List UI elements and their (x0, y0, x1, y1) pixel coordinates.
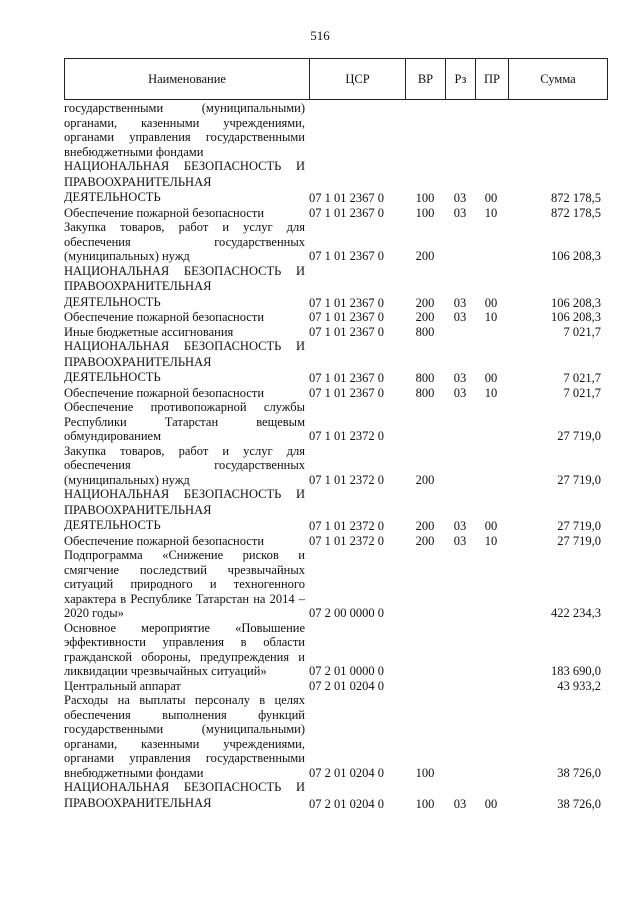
row-vr: 200 (415, 310, 435, 324)
row-sum: 38 726,0 (557, 765, 601, 780)
row-csr: 07 1 01 2367 0 (309, 205, 384, 220)
row-csr: 07 1 01 2372 0 (309, 533, 384, 548)
row-vr: 200 (415, 533, 435, 548)
table-row (64, 325, 608, 340)
row-sum: 27 719,0 (557, 472, 601, 487)
row-pr: 00 (484, 519, 498, 533)
row-sum: 27 719,0 (557, 533, 601, 548)
header-vr: ВР (406, 59, 446, 99)
row-rz: 03 (453, 191, 467, 205)
header-pr: ПР (476, 59, 509, 99)
row-vr: 800 (415, 324, 435, 339)
row-csr: 07 1 01 2367 0 (309, 191, 384, 205)
row-vr: 100 (415, 205, 435, 220)
row-sum: 872 178,5 (551, 205, 601, 220)
row-rz: 03 (453, 205, 467, 220)
row-name: Иные бюджетные ассигнования (64, 324, 234, 339)
table-row (64, 386, 608, 401)
header-name: Наименование (65, 59, 310, 99)
row-vr: 200 (415, 295, 435, 310)
row-sum: 422 234,3 (551, 606, 601, 620)
table-row (64, 339, 608, 386)
row-sum: 7 021,7 (563, 324, 601, 339)
row-csr: 07 2 01 0000 0 (309, 664, 384, 678)
page-number: 516 (310, 28, 330, 43)
row-pr: 00 (484, 295, 498, 310)
table-row (64, 621, 608, 679)
row-vr: 100 (415, 191, 435, 205)
row-name: государственными (муниципальными) органами, казенными учреждениями, органами управления государственными внебюджетными фондами (64, 101, 305, 159)
row-csr: 07 1 01 2372 0 (309, 472, 384, 487)
row-csr: 07 2 01 0204 0 (309, 796, 384, 811)
row-sum: 872 178,5 (551, 191, 601, 205)
table-row (64, 159, 608, 206)
row-pr: 00 (484, 191, 498, 205)
row-sum: 7 021,7 (563, 371, 601, 385)
row-sum: 27 719,0 (557, 519, 601, 533)
row-rz: 03 (453, 796, 467, 811)
table-row (64, 101, 608, 159)
header-csr: ЦСР (310, 59, 406, 99)
row-csr: 07 1 01 2367 0 (309, 371, 384, 385)
row-name: Закупка товаров, работ и услуг для обеспечения государственных (муниципальных) нужд (64, 443, 305, 487)
row-csr: 07 1 01 2367 0 (309, 385, 384, 400)
row-name: Расходы на выплаты персоналу в целях обеспечения выполнения функций государственными (муниципальными) органами, казенными учреждениями, органами управления государственными внебюджетными фондами (64, 693, 305, 780)
row-sum: 38 726,0 (557, 796, 601, 811)
row-name: НАЦИОНАЛЬНАЯ БЕЗОПАСНОСТЬ И ПРАВООХРАНИТЕЛЬНАЯ ДЕЯТЕЛЬНОСТЬ (64, 339, 305, 384)
row-name: НАЦИОНАЛЬНАЯ БЕЗОПАСНОСТЬ И ПРАВООХРАНИТЕЛЬНАЯ ДЕЯТЕЛЬНОСТЬ (64, 487, 305, 532)
row-sum: 43 933,2 (557, 678, 601, 693)
table-row (64, 220, 608, 264)
row-name: НАЦИОНАЛЬНАЯ БЕЗОПАСНОСТЬ И ПРАВООХРАНИТЕЛЬНАЯ ДЕЯТЕЛЬНОСТЬ (64, 159, 305, 204)
row-csr: 07 1 01 2367 0 (309, 249, 384, 263)
table-row (64, 487, 608, 534)
row-vr: 200 (415, 249, 435, 263)
table-row (64, 693, 608, 780)
row-csr: 07 1 01 2367 0 (309, 310, 384, 324)
table-row (64, 534, 608, 549)
row-rz: 03 (453, 295, 467, 310)
row-csr: 07 1 01 2372 0 (309, 429, 384, 443)
row-pr: 10 (484, 310, 498, 324)
table-header (64, 58, 608, 100)
row-name: Закупка товаров, работ и услуг для обеспечения государственных (муниципальных) нужд (64, 220, 305, 263)
table-row (64, 444, 608, 488)
row-csr: 07 2 00 0000 0 (309, 606, 384, 620)
row-vr: 200 (415, 519, 435, 533)
row-name: Обеспечение пожарной безопасности (64, 385, 265, 400)
table-row (64, 548, 608, 621)
row-sum: 27 719,0 (557, 429, 601, 443)
table-row (64, 400, 608, 444)
row-sum: 106 208,3 (551, 249, 601, 263)
table-row (64, 679, 608, 694)
row-name: Обеспечение противопожарной службы Республики Татарстан вещевым обмундированием (64, 400, 305, 443)
table-body (64, 101, 608, 811)
row-sum: 7 021,7 (563, 385, 601, 400)
row-rz: 03 (453, 519, 467, 533)
row-pr: 00 (484, 371, 498, 385)
row-pr: 00 (484, 796, 498, 811)
table-row (64, 206, 608, 221)
table-row (64, 264, 608, 311)
table-row (64, 310, 608, 325)
row-name: НАЦИОНАЛЬНАЯ БЕЗОПАСНОСТЬ И ПРАВООХРАНИТЕЛЬНАЯ ДЕЯТЕЛЬНОСТЬ (64, 263, 305, 309)
table-row (64, 780, 608, 811)
row-pr: 10 (484, 385, 498, 400)
row-name: Обеспечение пожарной безопасности (64, 310, 265, 324)
row-sum: 183 690,0 (551, 664, 601, 678)
row-rz: 03 (453, 385, 467, 400)
row-name: Обеспечение пожарной безопасности (64, 533, 265, 548)
row-name: Подпрограмма «Снижение рисков и смягчение последствий чрезвычайных ситуаций природного и техногенного характера в Республике Татарстан на 2014 – 2020 годы» (64, 548, 305, 620)
row-pr: 10 (484, 533, 498, 548)
row-name: Обеспечение пожарной безопасности (64, 205, 265, 220)
row-csr: 07 1 01 2367 0 (309, 324, 384, 339)
row-vr: 100 (415, 796, 435, 811)
row-sum: 106 208,3 (551, 310, 601, 324)
row-rz: 03 (453, 310, 467, 324)
row-name: Центральный аппарат (64, 678, 181, 693)
row-vr: 800 (415, 385, 435, 400)
row-csr: 07 1 01 2367 0 (309, 295, 384, 310)
header-sum: Сумма (540, 72, 576, 86)
row-csr: 07 1 01 2372 0 (309, 519, 384, 533)
row-rz: 03 (453, 533, 467, 548)
row-pr: 10 (484, 205, 498, 220)
row-csr: 07 2 01 0204 0 (309, 678, 384, 693)
row-sum: 106 208,3 (551, 295, 601, 310)
row-name: Основное мероприятие «Повышение эффективности управления в области гражданской обороны, предупреждения и ликвидации чрезвычайных ситуаций» (64, 620, 305, 678)
row-vr: 200 (415, 472, 435, 487)
row-csr: 07 2 01 0204 0 (309, 765, 384, 780)
row-name: НАЦИОНАЛЬНАЯ БЕЗОПАСНОСТЬ И ПРАВООХРАНИТЕЛЬНАЯ (64, 780, 305, 810)
header-rz: Рз (446, 59, 476, 99)
row-rz: 03 (453, 371, 467, 385)
row-vr: 800 (415, 371, 435, 385)
row-vr: 100 (415, 765, 435, 780)
